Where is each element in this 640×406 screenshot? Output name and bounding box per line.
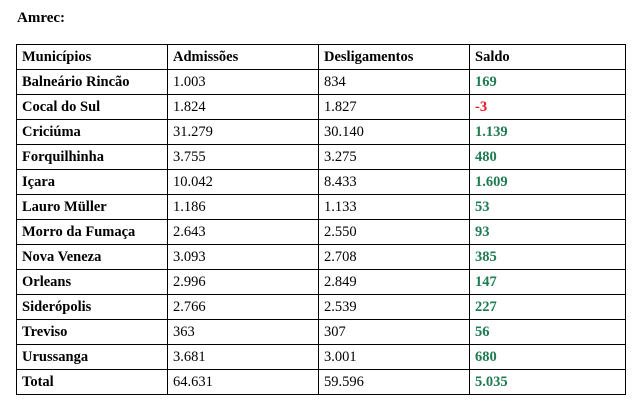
cell-saldo: 227: [470, 295, 626, 320]
table-row: [17, 170, 626, 195]
cell-admissoes: 64.631: [168, 370, 319, 395]
cell-municipio: Total: [17, 370, 168, 395]
cell-municipio: Cocal do Sul: [17, 95, 168, 120]
header-admissoes: Admissões: [168, 45, 319, 70]
table-body: [17, 70, 626, 395]
table-row: [17, 95, 626, 120]
cell-municipio: Criciúma: [17, 120, 168, 145]
cell-saldo: 5.035: [470, 370, 626, 395]
cell-saldo: -3: [470, 95, 626, 120]
table-row: [17, 295, 626, 320]
cell-municipio: Içara: [17, 170, 168, 195]
cell-desligamentos: 1.133: [319, 195, 470, 220]
cell-saldo: 169: [470, 70, 626, 95]
cell-saldo: 480: [470, 145, 626, 170]
cell-municipio: Siderópolis: [17, 295, 168, 320]
cell-saldo: 680: [470, 345, 626, 370]
table-row: [17, 70, 626, 95]
cell-municipio: Treviso: [17, 320, 168, 345]
cell-admissoes: 31.279: [168, 120, 319, 145]
cell-admissoes: 2.643: [168, 220, 319, 245]
cell-saldo: 93: [470, 220, 626, 245]
cell-desligamentos: 2.708: [319, 245, 470, 270]
cell-desligamentos: 3.275: [319, 145, 470, 170]
cell-admissoes: 2.766: [168, 295, 319, 320]
cell-desligamentos: 2.539: [319, 295, 470, 320]
cell-municipio: Forquilhinha: [17, 145, 168, 170]
table-row: [17, 345, 626, 370]
cell-desligamentos: 834: [319, 70, 470, 95]
cell-desligamentos: 8.433: [319, 170, 470, 195]
cell-saldo: 385: [470, 245, 626, 270]
cell-desligamentos: 59.596: [319, 370, 470, 395]
cell-desligamentos: 1.827: [319, 95, 470, 120]
cell-municipio: Nova Veneza: [17, 245, 168, 270]
header-desligamentos: Desligamentos: [319, 45, 470, 70]
header-municipios: Municípios: [17, 45, 168, 70]
header-saldo: Saldo: [470, 45, 626, 70]
cell-saldo: 53: [470, 195, 626, 220]
table-row: [17, 145, 626, 170]
cell-admissoes: 363: [168, 320, 319, 345]
table-total-row: [17, 370, 626, 395]
cell-desligamentos: 307: [319, 320, 470, 345]
table-row: [17, 220, 626, 245]
cell-desligamentos: 3.001: [319, 345, 470, 370]
table-header-row: [17, 45, 626, 70]
cell-desligamentos: 2.849: [319, 270, 470, 295]
cell-desligamentos: 30.140: [319, 120, 470, 145]
cell-admissoes: 1.003: [168, 70, 319, 95]
cell-admissoes: 3.093: [168, 245, 319, 270]
cell-municipio: Orleans: [17, 270, 168, 295]
table-row: [17, 270, 626, 295]
cell-municipio: Urussanga: [17, 345, 168, 370]
cell-admissoes: 3.755: [168, 145, 319, 170]
table-row: [17, 320, 626, 345]
cell-admissoes: 2.996: [168, 270, 319, 295]
cell-admissoes: 3.681: [168, 345, 319, 370]
cell-admissoes: 1.824: [168, 95, 319, 120]
section-heading: Amrec:: [17, 10, 66, 26]
cell-admissoes: 10.042: [168, 170, 319, 195]
table-row: [17, 195, 626, 220]
employment-table: [16, 44, 626, 395]
cell-municipio: Lauro Müller: [17, 195, 168, 220]
cell-saldo: 147: [470, 270, 626, 295]
cell-municipio: Balneário Rincão: [17, 70, 168, 95]
cell-admissoes: 1.186: [168, 195, 319, 220]
cell-municipio: Morro da Fumaça: [17, 220, 168, 245]
cell-desligamentos: 2.550: [319, 220, 470, 245]
cell-saldo: 1.139: [470, 120, 626, 145]
table-row: [17, 120, 626, 145]
table-row: [17, 245, 626, 270]
cell-saldo: 56: [470, 320, 626, 345]
cell-saldo: 1.609: [470, 170, 626, 195]
